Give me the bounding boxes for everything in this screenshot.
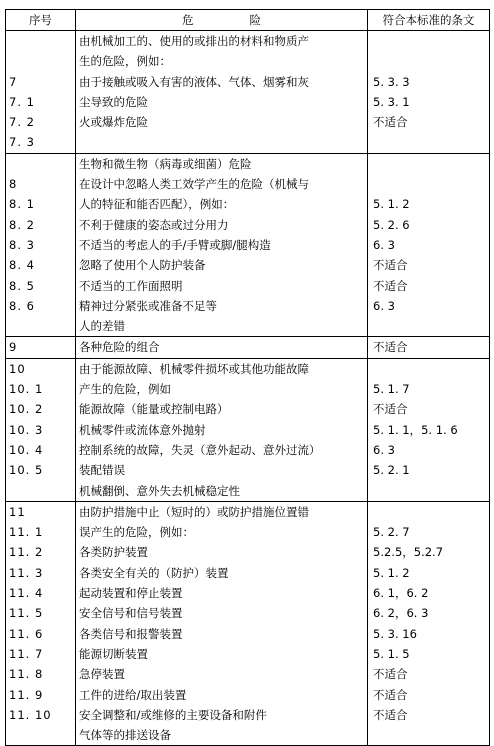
clause-line: 5. 3. 3 (373, 74, 410, 89)
clause-line: 5. 1. 5 (373, 646, 410, 661)
haz-line: 尘导致的危险 (79, 94, 148, 109)
clause-cell (368, 337, 490, 358)
num-line: 8. 3 (9, 237, 35, 252)
clause-line: 6. 3 (373, 442, 395, 457)
num-line: 8. 6 (9, 298, 35, 313)
haz-line: 起动装置和停止装置 (79, 586, 183, 601)
clause-line: 不适合 (373, 707, 408, 722)
haz-line: 能源切断装置 (79, 646, 148, 661)
num-line: 11. 6 (9, 626, 44, 641)
num-line: 11. 2 (9, 545, 44, 560)
num-line (9, 51, 71, 71)
clause-line: 5. 2. 6 (373, 217, 410, 232)
clause-line: 5. 3. 16 (373, 626, 417, 641)
clause-line (373, 359, 485, 379)
haz-line: 各类安全有关的（防护）装置 (79, 565, 229, 580)
haz-line: 不适当的考虑人的手/手臂或脚/腿构造 (79, 237, 271, 252)
num-line: 11. 4 (9, 586, 44, 601)
num-line: 11 (9, 504, 26, 519)
num-line: 8. 5 (9, 278, 35, 293)
clause-line (373, 502, 485, 522)
num-line: 10. 1 (9, 382, 44, 397)
haz-line: 控制系统的故障，失灵（意外起动、意外过流） (79, 442, 321, 457)
haz-line: 忽略了使用个人防护装备 (79, 258, 206, 273)
num-line: 8. 4 (9, 258, 35, 273)
haz-line: 产生的危险，例如 (79, 382, 171, 397)
haz-line: 由防护措施中止（短时的）或防护措施位置错 (79, 504, 309, 519)
haz-line: 各类防护装置 (79, 545, 148, 560)
num-line: 10. 5 (9, 463, 44, 478)
haz-line: 能源故障（能量或控制电路） (79, 402, 229, 417)
header-hazard-char-1: 危 (182, 13, 194, 27)
clause-line: 6. 1，6. 2 (373, 586, 429, 601)
haz-line: 由于能源故障、机械零件损坏或其他功能故障 (79, 361, 309, 376)
haz-line: 由于接触或吸入有害的液体、气体、烟雾和灰 (79, 74, 309, 89)
num-line: 7. 3 (9, 135, 35, 150)
header-num: 序号 (6, 10, 76, 31)
num-line: 10. 4 (9, 442, 44, 457)
clause-line: 6. 3 (373, 237, 395, 252)
hazard-cell (76, 358, 368, 501)
num-line: 11. 1 (9, 525, 44, 540)
num-line: 8 (9, 177, 18, 192)
hazard-cell (76, 153, 368, 337)
num-line: 8. 2 (9, 217, 35, 232)
clause-line: 5. 1. 7 (373, 382, 410, 397)
table-row (6, 501, 490, 746)
header-hazard (76, 10, 368, 31)
num-cell (6, 153, 76, 337)
clause-line (373, 154, 485, 174)
clause-line: 5. 3. 1 (373, 94, 410, 109)
haz-line: 气体等的排送设备 (79, 728, 171, 743)
clause-line: 不适合 (373, 667, 408, 682)
clause-line: 不适合 (373, 115, 408, 130)
haz-line: 人的差错 (79, 319, 125, 334)
num-line: 11. 10 (9, 707, 52, 722)
haz-line: 装配错误 (79, 463, 125, 478)
clause-line: 6. 3 (373, 298, 395, 313)
table-row (6, 31, 490, 154)
haz-line: 不适当的工作面照明 (79, 278, 183, 293)
clause-line: 不适合 (373, 258, 408, 273)
num-line: 10 (9, 361, 26, 376)
num-line (9, 31, 71, 51)
table-row (6, 153, 490, 337)
hazard-cell (76, 337, 368, 358)
haz-line: 人的特征和能否匹配），例如： (79, 197, 235, 212)
haz-line: 生的危险，例如： (79, 54, 171, 69)
haz-line: 不利于健康的姿态或过分用力 (79, 217, 229, 232)
num-line: 11. 5 (9, 606, 44, 621)
num-cell (6, 337, 76, 358)
num-cell (6, 31, 76, 154)
haz-line: 精神过分紧张或准备不足等 (79, 298, 217, 313)
clause-line: 不适合 (373, 340, 408, 355)
clause-line: 5. 2. 1 (373, 463, 410, 478)
clause-line (373, 31, 485, 51)
num-line: 11. 9 (9, 687, 44, 702)
clause-line: 5. 1. 2 (373, 197, 410, 212)
haz-line: 机械零件或流体意外抛射 (79, 422, 206, 437)
hazard-table (5, 9, 490, 746)
haz-line: 安全调整和/或维修的主要设备和附件 (79, 707, 267, 722)
table-row (6, 358, 490, 501)
num-line: 7. 2 (9, 115, 35, 130)
haz-line: 各类信号和报警装置 (79, 626, 183, 641)
hazard-cell (76, 501, 368, 746)
clause-line: 5. 1. 1，5. 1. 6 (373, 422, 458, 437)
num-line: 10. 3 (9, 422, 44, 437)
clause-line (373, 51, 485, 71)
header-clause: 符合本标准的条文 (368, 10, 490, 31)
num-line: 8. 1 (9, 197, 35, 212)
haz-line: 工件的进给/取出装置 (79, 687, 187, 702)
num-line: 9 (9, 340, 18, 355)
haz-line: 火或爆炸危险 (79, 115, 148, 130)
haz-line: 急停装置 (79, 667, 125, 682)
clause-line (373, 174, 485, 194)
header-hazard-char-2: 险 (249, 13, 261, 27)
clause-line: 5. 1. 2 (373, 565, 410, 580)
num-line (9, 154, 71, 174)
header-row (6, 10, 490, 31)
haz-line: 误产生的危险，例如： (79, 525, 194, 540)
clause-line: 不适合 (373, 278, 408, 293)
num-line: 11. 8 (9, 667, 44, 682)
num-line: 11. 3 (9, 565, 44, 580)
clause-cell (368, 153, 490, 337)
clause-line: 5.2.5，5.2.7 (373, 545, 444, 560)
clause-line: 不适合 (373, 402, 408, 417)
haz-line: 各种危险的组合 (79, 340, 160, 355)
clause-cell (368, 358, 490, 501)
num-line: 7 (9, 74, 18, 89)
haz-line: 由机械加工的、使用的或排出的材料和物质产 (79, 34, 309, 48)
clause-cell (368, 501, 490, 746)
num-line: 11. 7 (9, 646, 44, 661)
num-line: 7. 1 (9, 94, 35, 109)
table-row (6, 337, 490, 358)
clause-cell (368, 31, 490, 154)
clause-line: 不适合 (373, 687, 408, 702)
clause-line: 6. 2，6. 3 (373, 606, 429, 621)
haz-line: 生物和微生物（病毒或细菌）危险 (79, 156, 252, 171)
clause-line: 5. 2. 7 (373, 525, 410, 540)
num-cell (6, 501, 76, 746)
hazard-cell (76, 31, 368, 154)
num-cell (6, 358, 76, 501)
haz-line: 安全信号和信号装置 (79, 606, 183, 621)
haz-line: 在设计中忽略人类工效学产生的危险（机械与 (79, 177, 309, 192)
haz-line: 机械翻倒、意外失去机械稳定性 (79, 483, 240, 498)
num-line: 10. 2 (9, 402, 44, 417)
